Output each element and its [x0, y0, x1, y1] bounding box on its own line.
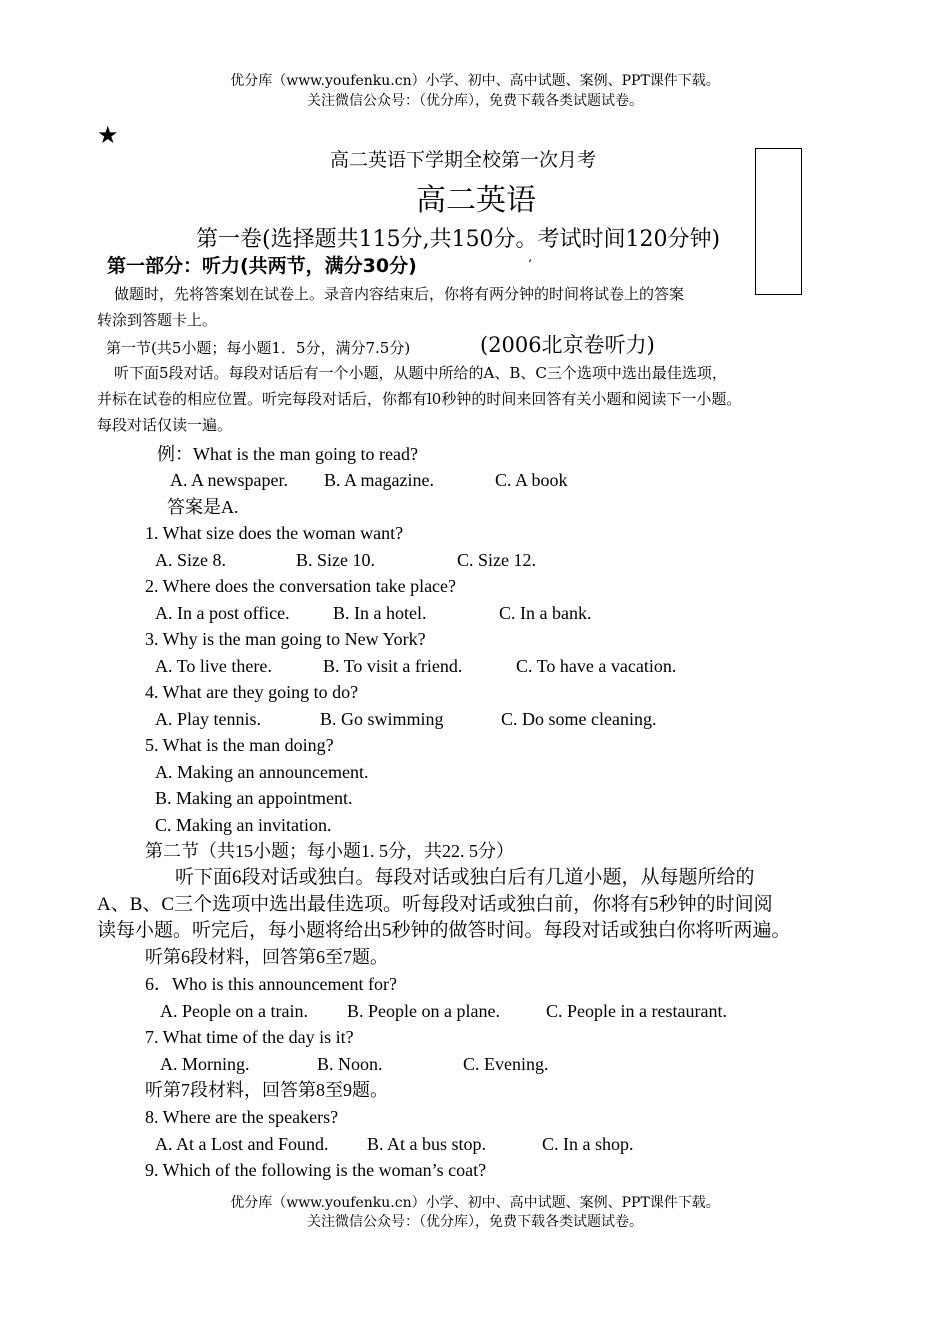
- material-7-instruction: 听第7段材料，回答第8至9题。: [145, 1080, 388, 1100]
- example-option-a: A. A newspaper.: [170, 470, 288, 490]
- question-3: 3. Why is the man going to New York?: [145, 629, 426, 649]
- question-9: 9. Which of the following is the woman’s coat?: [145, 1160, 487, 1180]
- question-8-option-b: B. At a bus stop.: [367, 1134, 487, 1154]
- question-5-option-b: B. Making an appointment.: [155, 788, 353, 808]
- section1-source: (2006北京卷听力): [480, 333, 655, 357]
- example-question: 例：What is the man going to read?: [157, 444, 418, 464]
- section2-intro-line3: 读每小题。听完后，每小题将给出5秒钟的做答时间。每段对话或独白你将听两遍。: [97, 920, 791, 941]
- example-answer: 答案是A.: [167, 497, 239, 517]
- question-3-option-b: B. To visit a friend.: [323, 656, 463, 676]
- question-7-option-c: C. Evening.: [463, 1054, 549, 1074]
- question-5-option-a: A. Making an announcement.: [155, 762, 369, 782]
- header-line-2: 关注微信公众号：（优分库），免费下载各类试题试卷。: [307, 93, 643, 109]
- question-8-option-a: A. At a Lost and Found.: [155, 1134, 329, 1154]
- question-7-option-a: A. Morning.: [160, 1054, 250, 1074]
- section2-intro-line2: A、B、C三个选项中选出最佳选项。听每段对话或独白前，你将有5秒钟的时间阅: [97, 894, 773, 915]
- material-6-instruction: 听第6段材料，回答第6至7题。: [145, 947, 388, 967]
- footer-line-2: 关注微信公众号：（优分库），免费下载各类试题试卷。: [307, 1214, 643, 1230]
- question-4-option-b: B. Go swimming: [320, 709, 444, 729]
- section1-intro-line3: 每段对话仅读一遍。: [97, 416, 233, 434]
- section2-heading: 第二节（共15小题；每小题1. 5分，共22. 5分）: [145, 841, 514, 861]
- part1-intro-line2: 转涂到答题卡上。: [97, 311, 218, 329]
- question-6-option-b: B. People on a plane.: [347, 1001, 500, 1021]
- question-4: 4. What are they going to do?: [145, 682, 359, 702]
- question-4-option-c: C. Do some cleaning.: [501, 709, 657, 729]
- example-option-c: C. A book: [495, 470, 568, 490]
- stray-mark: ‘: [528, 257, 532, 271]
- question-4-option-a: A. Play tennis.: [155, 709, 261, 729]
- question-8-option-c: C. In a shop.: [542, 1134, 634, 1154]
- question-1-option-c: C. Size 12.: [457, 550, 536, 570]
- section1-intro-line1: 听下面5段对话。每段对话后有一个小题，从题中所给的A、B、C三个选项中选出最佳选项，: [114, 364, 727, 382]
- question-2-option-b: B. In a hotel.: [333, 603, 427, 623]
- question-1: 1. What size does the woman want?: [145, 523, 404, 543]
- volume-info: 第一卷(选择题共115分,共150分。考试时间120分钟): [196, 227, 721, 252]
- question-5: 5. What is the man doing?: [145, 735, 334, 755]
- question-3-option-c: C. To have a vacation.: [516, 656, 677, 676]
- question-1-option-b: B. Size 10.: [296, 550, 375, 570]
- footer-line-1: 优分库（www.youfenku.cn）小学、初中、高中试题、案例、PPT课件下载。: [230, 1195, 720, 1211]
- question-1-option-a: A. Size 8.: [155, 550, 226, 570]
- score-box: [755, 148, 802, 295]
- question-8: 8. Where are the speakers?: [145, 1107, 339, 1127]
- question-6: 6．Who is this announcement for?: [145, 974, 397, 994]
- section1-heading: 第一节(共5小题；每小题1．5分，满分7.5分): [106, 339, 411, 357]
- section2-intro-line1: 听下面6段对话或独白。每段对话或独白后有几道小题，从每题所给的: [175, 867, 755, 888]
- question-5-option-c: C. Making an invitation.: [155, 815, 332, 835]
- part1-heading: 第一部分：听力(共两节，满分30分): [107, 255, 417, 277]
- exam-title: 高二英语下学期全校第一次月考: [330, 149, 597, 171]
- question-7: 7. What time of the day is it?: [145, 1027, 354, 1047]
- header-line-1: 优分库（www.youfenku.cn）小学、初中、高中试题、案例、PPT课件下载。: [230, 73, 720, 89]
- subject-title: 高二英语: [416, 183, 536, 218]
- question-6-option-c: C. People in a restaurant.: [546, 1001, 727, 1021]
- part1-intro-line1: 做题时，先将答案划在试卷上。录音内容结束后，你将有两分钟的时间将试卷上的答案: [114, 285, 685, 303]
- question-2-option-a: A. In a post office.: [155, 603, 290, 623]
- section1-intro-line2: 并标在试卷的相应位置。听完每段对话后，你都有l0秒钟的时间来回答有关小题和阅读下一小题。: [97, 390, 742, 408]
- question-2: 2. Where does the conversation take place?: [145, 576, 457, 596]
- question-6-option-a: A. People on a train.: [160, 1001, 308, 1021]
- question-2-option-c: C. In a bank.: [499, 603, 592, 623]
- question-7-option-b: B. Noon.: [317, 1054, 383, 1074]
- example-option-b: B. A magazine.: [324, 470, 434, 490]
- star-icon: ★: [97, 121, 119, 149]
- question-3-option-a: A. To live there.: [155, 656, 272, 676]
